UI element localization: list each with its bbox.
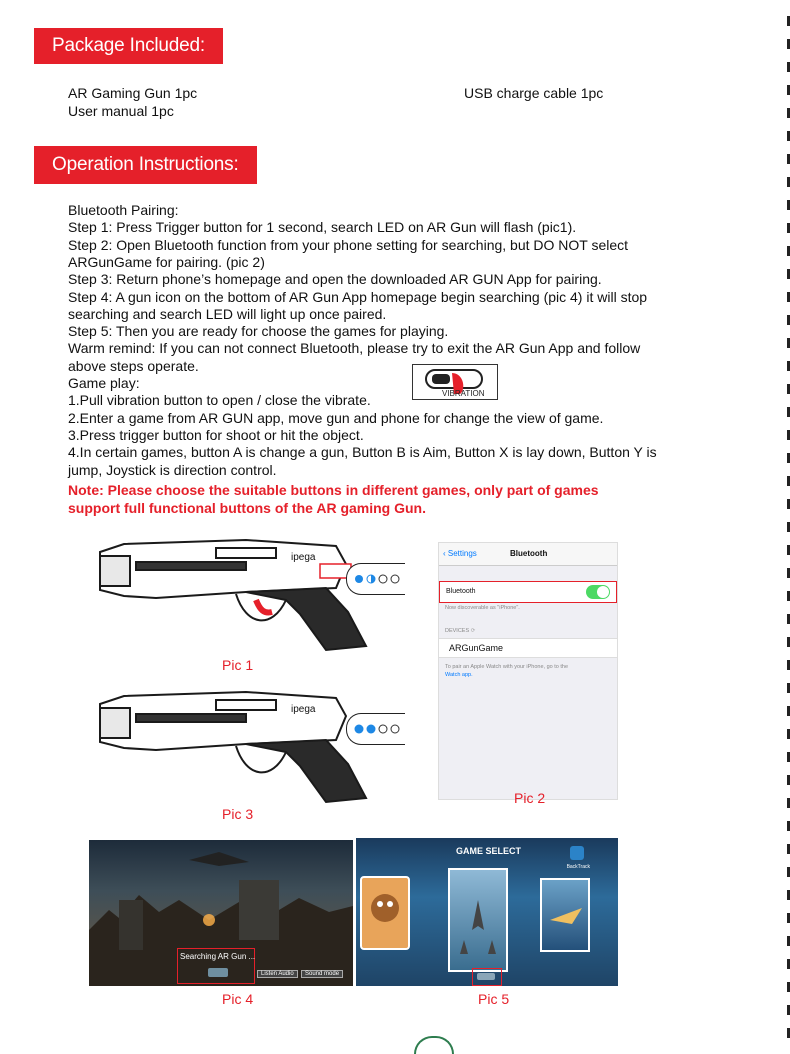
operation-line: 4.In certain games, button A is change a gun, Button B is Aim, Button X is lay down, Button Y is	[68, 444, 657, 461]
watch-app-link[interactable]: Watch app.	[445, 672, 473, 678]
operation-line: Step 2: Open Bluetooth function from your phone setting for searching, but DO NOT select	[68, 236, 629, 253]
settings-back-link[interactable]: ‹ Settings	[443, 549, 477, 558]
led-indicator-pic1	[346, 563, 405, 595]
discoverable-text: Now discoverable as "iPhone".	[445, 605, 520, 611]
devices-label: DEVICES	[445, 628, 470, 634]
settings-back-label: Settings	[447, 549, 477, 558]
spinner-icon: ⟳	[470, 628, 476, 634]
backtrack-button[interactable]	[570, 846, 584, 860]
note-line-2: support full functional buttons of the AR gaming Gun.	[68, 500, 426, 516]
game-card-jets[interactable]	[448, 868, 508, 972]
bluetooth-toggle-row[interactable]	[439, 581, 617, 603]
page-edge-marks	[782, 0, 790, 1044]
operation-line: 2.Enter a game from AR GUN app, move gun and phone for change the view of game.	[68, 409, 604, 426]
operation-line: above steps operate.	[68, 357, 199, 374]
device-row-argungame[interactable]	[439, 638, 617, 658]
package-item-gun: AR Gaming Gun 1pc	[68, 85, 198, 101]
phone-screen-title: Bluetooth	[510, 549, 548, 558]
bluetooth-toggle-switch[interactable]	[586, 585, 610, 599]
caption-pic5: Pic 5	[478, 991, 510, 1007]
pic4-ar-searching-screen	[89, 840, 353, 986]
searching-text: Searching AR Gun ...	[180, 952, 256, 961]
bluetooth-toggle-label: Bluetooth	[446, 588, 476, 595]
operation-line: Step 5: Then you are ready for choose the games for playing.	[68, 323, 449, 340]
pic5-game-select-screen	[356, 838, 618, 986]
gun-brand: ipega	[291, 552, 316, 563]
led-indicator-pic3	[346, 713, 405, 745]
device-name: ARGunGame	[449, 643, 504, 653]
operation-line: searching and search LED will light up once paired.	[68, 305, 387, 322]
operation-heading: Operation Instructions:	[34, 146, 257, 184]
package-item-manual: User manual 1pc	[68, 103, 174, 119]
package-heading: Package Included:	[34, 28, 223, 64]
vibration-switch-icon	[412, 364, 498, 400]
operation-line: Game play:	[68, 375, 140, 391]
note-line-1: Note: Please choose the suitable buttons in different games, only part of games	[68, 482, 599, 498]
gun-brand-pic3: ipega	[291, 704, 316, 715]
operation-line: Warm remind: If you can not connect Bluetooth, please try to exit the AR Gun App and follow	[68, 340, 641, 357]
caption-pic3: Pic 3	[222, 806, 254, 822]
watch-hint-text: To pair an Apple Watch with your iPhone, go to the	[445, 664, 569, 670]
game-select-title: GAME SELECT	[456, 846, 522, 856]
caption-pic1: Pic 1	[222, 657, 254, 673]
game-card-squirrel[interactable]	[360, 876, 410, 950]
devices-section-label	[445, 628, 475, 634]
vibration-label: VIBRATION	[442, 389, 485, 398]
operation-line: Step 1: Press Trigger button for 1 second, search LED on AR Gun will flash (pic1).	[68, 219, 577, 236]
caption-pic2: Pic 2	[514, 790, 546, 806]
sound-mode-button[interactable]: Sound mode	[301, 970, 343, 978]
brand-logo-partial	[414, 1036, 454, 1054]
operation-line: Bluetooth Pairing:	[68, 202, 179, 218]
watch-pairing-hint	[445, 663, 605, 679]
backtrack-label: BackTrack	[566, 864, 590, 870]
phone-bluetooth-settings	[438, 542, 618, 800]
operation-line: Step 3: Return phone’s homepage and open the downloaded AR GUN App for pairing.	[68, 271, 602, 288]
operation-line: 3.Press trigger button for shoot or hit the object.	[68, 426, 364, 443]
gun-icon-highlight[interactable]	[472, 968, 502, 986]
package-item-cable: USB charge cable 1pc	[464, 85, 604, 101]
operation-line: Step 4: A gun icon on the bottom of AR Gun App homepage begin searching (pic 4) it will stop	[68, 288, 648, 305]
gun-icon	[477, 973, 495, 980]
operation-line: 1.Pull vibration button to open / close the vibrate.	[68, 392, 371, 409]
caption-pic4: Pic 4	[222, 991, 254, 1007]
searching-highlight	[177, 948, 255, 984]
gun-icon[interactable]	[208, 968, 228, 977]
operation-line: ARGunGame for pairing. (pic 2)	[68, 253, 265, 270]
listen-audio-button[interactable]: Listen Audio	[257, 970, 298, 978]
game-card-fighter[interactable]	[540, 878, 590, 952]
operation-line: jump, Joystick is direction control.	[68, 461, 277, 478]
